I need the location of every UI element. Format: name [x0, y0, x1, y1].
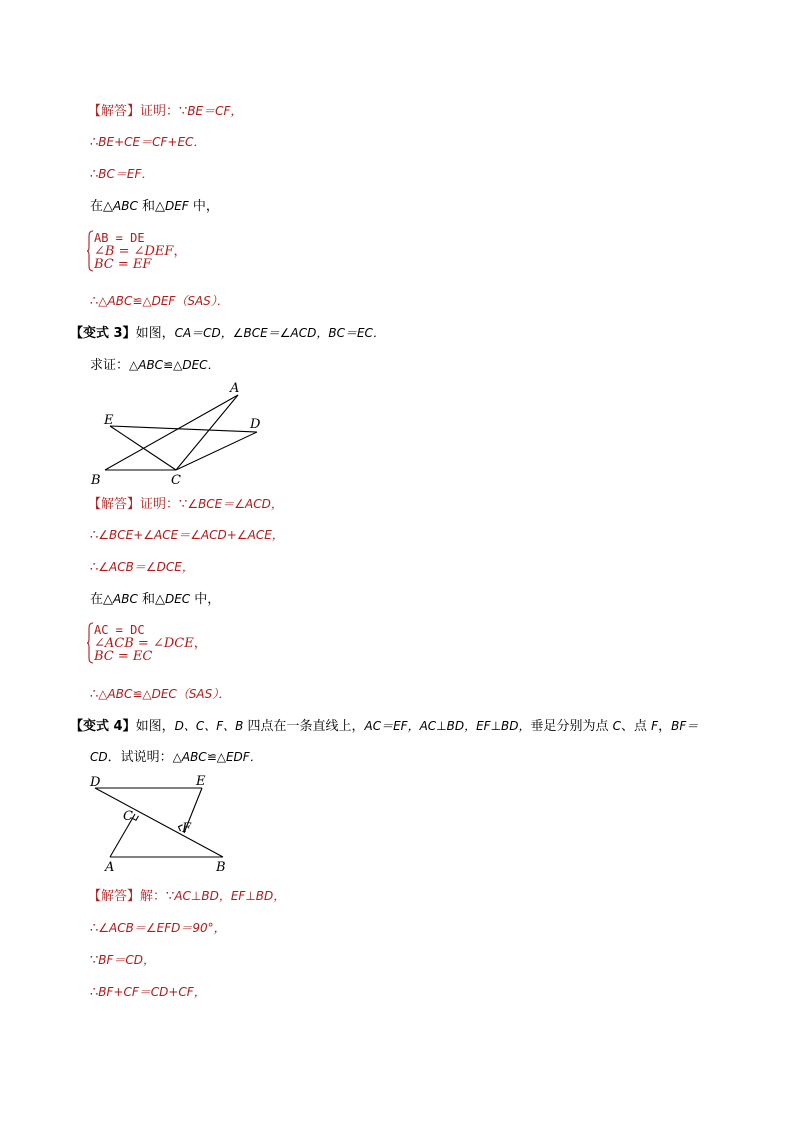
variant-tag: 【变式 3】	[70, 326, 136, 341]
therefore-symbol: ∴	[90, 985, 99, 1000]
problem-points: D、C、F、B	[174, 719, 244, 733]
segment-CD	[176, 432, 257, 470]
therefore-symbol: ∴	[90, 135, 99, 150]
answer-tag: 【解答】	[88, 497, 141, 512]
therefore-symbol: ∴	[90, 294, 99, 309]
answer-tag: 【解答】	[88, 104, 141, 119]
equation-text: ∠B = ∠DEF	[94, 244, 174, 259]
brace-icon	[86, 230, 94, 272]
prove-goal: △ABC≌△EDF．	[172, 750, 262, 764]
geometry-figure-variant3	[80, 378, 280, 488]
problem-text: 如图，	[135, 719, 175, 734]
point-label-D: D	[250, 417, 261, 432]
in-triangle-text: 在△	[90, 199, 113, 214]
in-triangle-text: 在△	[90, 592, 113, 607]
geometry-figure-variant4	[80, 770, 250, 878]
problem-statement	[70, 717, 698, 736]
segment-ED	[110, 426, 257, 432]
solve-word: 解：	[140, 889, 167, 904]
conclusion-line	[90, 292, 229, 311]
in-triangles-line	[90, 197, 219, 216]
therefore-symbol: ∴	[90, 528, 99, 543]
point-label-D: D	[90, 775, 101, 790]
and-triangle-text: 和△	[137, 592, 165, 607]
answer-tag: 【解答】	[88, 889, 141, 904]
problem-conditions: CA＝CD，∠BCE＝∠ACD，BC＝EC．	[174, 326, 385, 340]
equation-row: BC = EF	[94, 257, 152, 272]
statement: BE+CE＝CF+EC．	[98, 135, 206, 149]
triangle-name: DEC	[164, 592, 191, 606]
problem-text: ．试说明：	[107, 750, 173, 765]
problem-conditions: AC＝EF，AC⊥BD，EF⊥BD，	[364, 719, 531, 733]
problem-text: 、点	[621, 719, 652, 734]
answer-line-3	[90, 558, 194, 577]
segment-EC	[110, 426, 176, 470]
answer-line-1	[88, 495, 283, 514]
variant-tag: 【变式 4】	[70, 719, 136, 734]
answer-line-3	[90, 165, 153, 184]
therefore-symbol: ∴	[90, 167, 99, 182]
because-symbol: ∵	[179, 497, 188, 512]
answer-line-4	[90, 983, 206, 1002]
point-label-A: A	[105, 860, 115, 875]
equation-row: AB = DE	[94, 231, 145, 245]
equation-tail: ，	[173, 244, 187, 259]
point-label-C: C	[171, 473, 181, 488]
answer-line-2	[90, 919, 226, 938]
point-label-A: A	[230, 381, 240, 396]
prove-goal-line	[90, 356, 220, 375]
statement: BF+CF＝CD+CF，	[98, 985, 206, 999]
equation-tail: ，	[193, 636, 207, 651]
triangle-name: ABC	[113, 199, 138, 213]
segment-DB	[95, 788, 223, 857]
statement: ∠ACB＝∠EFD＝90°，	[98, 921, 226, 935]
statement: BE＝CF，	[187, 104, 243, 118]
middle-text: 中，	[190, 592, 221, 607]
prove-word: 证明：	[140, 104, 180, 119]
problem-statement-cont	[90, 748, 262, 767]
statement: BC＝EF．	[98, 167, 154, 181]
therefore-symbol: ∴	[90, 560, 99, 575]
and-triangle-text: 和△	[137, 199, 165, 214]
point-label-C: C	[123, 809, 133, 824]
answer-line-1	[88, 102, 242, 121]
problem-text: ，	[658, 719, 672, 734]
point-label-B: B	[91, 473, 101, 488]
point-label-E: E	[196, 774, 206, 789]
segment-name: CD	[90, 750, 108, 764]
because-symbol: ∵	[179, 104, 188, 119]
point-label-B: B	[216, 860, 226, 875]
conclusion-line	[90, 685, 230, 704]
triangle-name: ABC	[113, 592, 138, 606]
equation-row: BC = EC	[94, 649, 153, 664]
prove-label: 求证：	[90, 358, 130, 373]
because-symbol: ∵	[166, 889, 175, 904]
problem-statement	[70, 324, 385, 343]
point-name: F	[651, 719, 659, 733]
in-triangles-line	[90, 590, 220, 609]
statement: ∠BCE+∠ACE＝∠ACD+∠ACE，	[98, 528, 284, 542]
problem-conditions: BF＝	[671, 719, 699, 733]
therefore-symbol: ∴	[90, 687, 99, 702]
conclusion-text: △ABC≌△DEF（SAS）．	[98, 294, 229, 308]
problem-text: 垂足分别为点	[530, 719, 613, 734]
segment-BA	[105, 395, 238, 470]
equation-row: AC = DC	[94, 623, 145, 637]
point-label-F: F	[182, 821, 192, 836]
prove-word: 证明：	[140, 497, 180, 512]
problem-text: 如图，	[135, 326, 175, 341]
prove-goal: △ABC≌△DEC．	[129, 358, 220, 372]
answer-line-1	[88, 887, 285, 906]
triangle-name: DEF	[164, 199, 189, 213]
statement: BF＝CD，	[98, 953, 156, 967]
therefore-symbol: ∴	[90, 921, 99, 936]
because-symbol: ∵	[90, 953, 99, 968]
point-name: C	[612, 719, 622, 733]
statement: AC⊥BD，EF⊥BD，	[174, 889, 286, 903]
equation-text: ∠ACB = ∠DCE	[94, 636, 194, 651]
statement: ∠ACB＝∠DCE，	[98, 560, 194, 574]
answer-line-2	[90, 133, 205, 152]
point-label-E: E	[104, 413, 114, 428]
conclusion-text: △ABC≌△DEC（SAS）．	[98, 687, 231, 701]
answer-line-2	[90, 526, 284, 545]
brace-icon	[86, 622, 94, 664]
middle-text: 中，	[188, 199, 219, 214]
problem-text: 四点在一条直线上，	[243, 719, 365, 734]
answer-line-3	[90, 951, 155, 970]
segment-CA	[176, 395, 238, 470]
statement: ∠BCE＝∠ACD，	[187, 497, 283, 511]
